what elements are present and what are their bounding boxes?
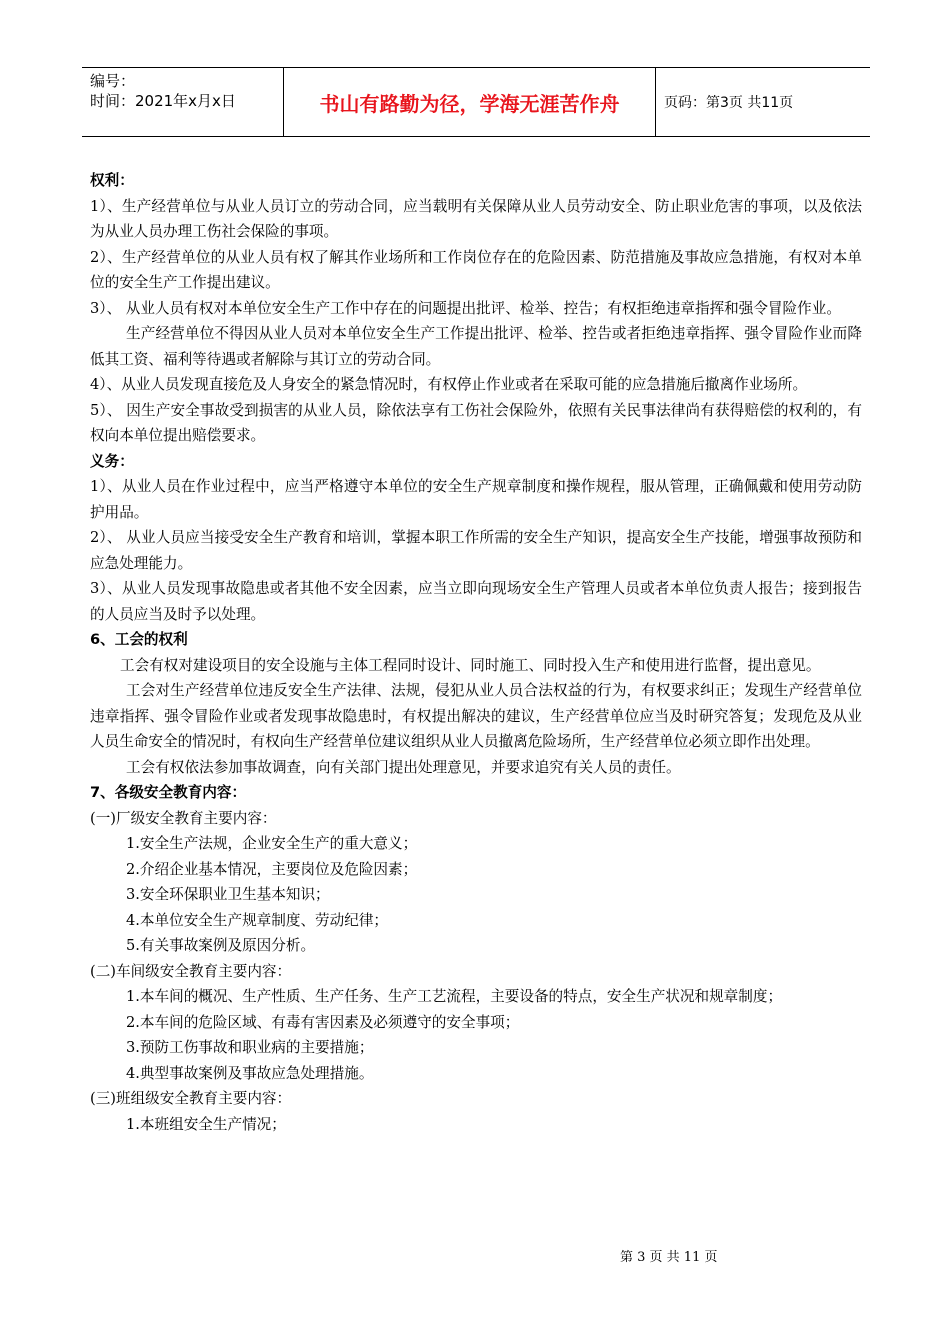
union-paragraph-2: 工会对生产经营单位违反安全生产法律、法规，侵犯从业人员合法权益的行为，有权要求纠正；发现生产经营单位违章指挥、强令冒险作业或者发现事故隐患时，有权提出解决的建议，生产经营单位应当及时研究答复；发现危及从业人员生命安全的情况时，有权向生产经营单位建议组织从业人员撤离危险场所，生产经营单位必须立即作出处理。 [90,682,862,750]
page-header [82,67,870,137]
rights-heading: 权利： [90,172,134,189]
duties-heading: 义务： [90,452,134,470]
duties-item-2: 2）、 从业人员应当接受安全生产教育和培训，掌握本职工作所需的安全生产知识，提高安全生产技能，增强事故预防和应急处理能力。 [90,529,862,572]
workshop-level-heading: (二)车间级安全教育主要内容： [90,962,292,980]
header-meta [82,68,284,136]
rights-item-2: 2）、生产经营单位的从业人员有权了解其作业场所和工作岗位存在的危险因素、防范措施及事故应急措施，有权对本单位的安全生产工作提出建议。 [90,248,862,291]
header-page-label: 页码：第3页 共11页 [664,95,794,111]
workshop-item-3: 3.预防工伤事故和职业病的主要措施； [126,1039,374,1056]
header-motto: 书山有路勤为径，学海无涯苦作舟 [284,68,656,136]
section-6-heading: 6、工会的权利 [90,631,188,648]
rights-item-3-note: 生产经营单位不得因从业人员对本单位安全生产工作提出批评、检举、控告或者拒绝违章指挥、强令冒险作业而降低其工资、福利等待遇或者解除与其订立的劳动合同。 [90,325,862,368]
workshop-item-2: 2.本车间的危险区域、有毒有害因素及必须遵守的安全事项； [126,1013,520,1031]
rights-item-3: 3）、 从业人员有权对本单位安全生产工作中存在的问题提出批评、检举、控告；有权拒绝违章指挥和强令冒险作业。 [90,299,841,317]
section-7-heading: 7、各级安全教育内容： [90,784,247,801]
rights-item-1: 1）、生产经营单位与从业人员订立的劳动合同，应当载明有关保障从业人员劳动安全、防止职业危害的事项，以及依法为从业人员办理工伤社会保险的事项。 [90,197,862,240]
duties-item-3: 3）、从业人员发现事故隐患或者其他不安全因素，应当立即向现场安全生产管理人员或者本单位负责人报告；接到报告的人员应当及时予以处理。 [90,580,862,623]
factory-item-4: 4.本单位安全生产规章制度、劳动纪律； [126,911,389,929]
union-paragraph-1: 工会有权对建设项目的安全设施与主体工程同时设计、同时施工、同时投入生产和使用进行监督，提出意见。 [120,656,821,674]
rights-item-4: 4）、从业人员发现直接危及人身安全的紧急情况时，有权停止作业或者在采取可能的应急措施后撤离作业场所。 [90,376,808,393]
document-body [90,168,862,1137]
duties-item-1: 1）、从业人员在作业过程中，应当严格遵守本单位的安全生产规章制度和操作规程，服从管理，正确佩戴和使用劳动防护用品。 [90,478,862,521]
factory-item-1: 1.安全生产法规，企业安全生产的重大意义； [126,835,418,852]
factory-item-3: 3.安全环保职业卫生基本知识； [126,886,330,903]
workshop-item-4: 4.典型事故案例及事故应急处理措施。 [126,1064,374,1082]
factory-item-2: 2.介绍企业基本情况，主要岗位及危险因素； [126,860,418,878]
number-label: 编号： [90,72,136,90]
rights-item-5: 5）、 因生产安全事故受到损害的从业人员，除依法享有工伤社会保险外，依照有关民事法律尚有获得赔偿的权利的，有权向本单位提出赔偿要求。 [90,401,862,444]
page-footer: 第 3 页 共 11 页 [620,1250,718,1265]
factory-level-heading: (一)厂级安全教育主要内容： [90,809,277,827]
factory-item-5: 5.有关事故案例及原因分析。 [126,937,316,954]
time-label: 时间：2021年x月x日 [90,92,236,110]
union-paragraph-3: 工会有权依法参加事故调查，向有关部门提出处理意见，并要求追究有关人员的责任。 [126,758,681,776]
team-item-1: 1.本班组安全生产情况； [126,1115,286,1133]
team-level-heading: (三)班组级安全教育主要内容： [90,1090,292,1107]
workshop-item-1: 1.本车间的概况、生产性质、生产任务、生产工艺流程，主要设备的特点，安全生产状况和规章制度； [126,988,783,1005]
